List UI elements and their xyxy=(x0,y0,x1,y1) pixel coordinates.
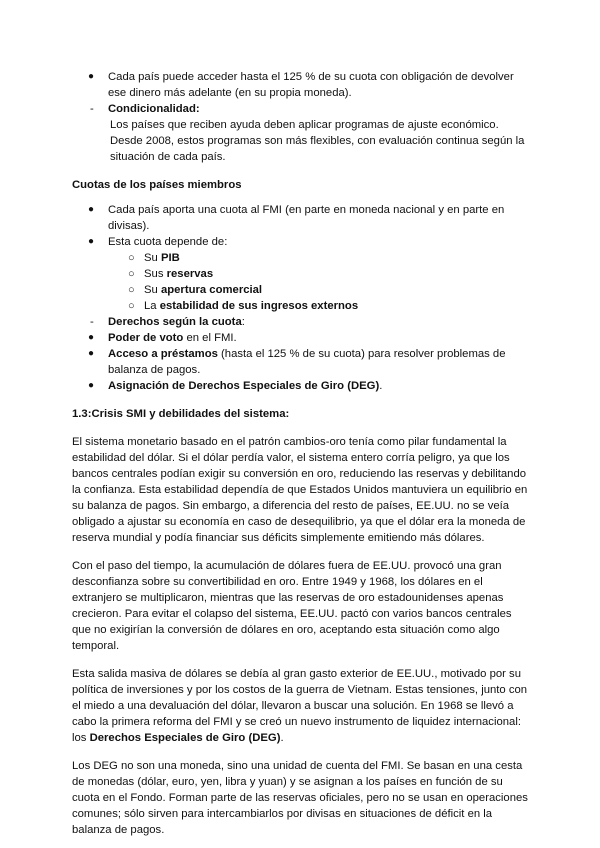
list-item-derechos: - Derechos según la cuota: xyxy=(90,316,245,328)
paragraph: Con el paso del tiempo, la acumulación de dólares fuera de EE.UU. provocó una gran desconfianza sobre su convertibilidad en oro. Entre 1949 y 1968, los dólares en el extranjero se multiplicaron, mientras que las reservas de oro estadounidenses apenas crecieron. Para evitar el colapso del sistema, EE.UU. pactó con varios bancos centrales que no exigirían la conversión de dólares en oro, aceptando esta situación como algo temporal. xyxy=(72,560,512,652)
condicionalidad-label: Condicionalidad: xyxy=(108,103,200,115)
circle-bullet-icon: ○ xyxy=(128,252,135,264)
bullet-icon: ● xyxy=(88,71,95,82)
list-item: ● Poder de voto en el FMI. xyxy=(88,332,237,344)
bullet-icon: ● xyxy=(88,332,95,343)
circle-bullet-icon: ○ xyxy=(128,284,135,296)
bullet-icon: ● xyxy=(88,236,95,247)
sub-list-item: ○ Su apertura comercial xyxy=(128,284,263,296)
list-item: ● Acceso a préstamos (hasta el 125 % de su cuota) para resolver problemas de balanza de pagos. xyxy=(88,348,506,376)
document-page xyxy=(72,69,532,838)
circle-bullet-icon: ○ xyxy=(128,300,135,312)
list-item: ● Cada país puede acceder hasta el 125 % de su cuota con obligación de devolver ese dinero más adelante (en su propia moneda). xyxy=(88,71,514,99)
dash-icon: - xyxy=(90,103,94,115)
section-heading-cuotas: Cuotas de los países miembros xyxy=(72,179,242,191)
paragraph: Los DEG no son una moneda, sino una unidad de cuenta del FMI. Se basan en una cesta de monedas (dólar, euro, yen, libra y yuan) y se asignan a los países en función de su cuota en el Fondo. Forman parte de las reservas oficiales, pero no se usan en operaciones comunes; sólo sirven para intercambiarlos por divisas en situaciones de déficit en la balanza de pagos. xyxy=(72,760,528,836)
bullet-icon: ● xyxy=(88,380,95,391)
paragraph: Esta salida masiva de dólares se debía al gran gasto exterior de EE.UU., motivado por su política de inversiones y por los costos de la guerra de Vietnam. Estas tensiones, junto con el miedo a una devaluación del dólar, llevaron a buscar una solución. En 1968 se llevó a cabo la primera reforma del FMI y se creó un nuevo instrumento de liquidez internacional: los Derechos Especiales de Giro (DEG). xyxy=(72,668,528,744)
dash-icon: - xyxy=(90,316,94,328)
list-item: ● Esta cuota depende de: xyxy=(88,236,228,248)
condicionalidad-text: Los países que reciben ayuda deben aplicar programas de ajuste económico. Desde 2008, estos programas son más flexibles, con evaluación continua según la situación de cada país. xyxy=(110,119,525,163)
list-item: ● Cada país aporta una cuota al FMI (en parte en moneda nacional y en parte en divisas). xyxy=(88,204,505,232)
sub-list-item: ○ Sus reservas xyxy=(128,268,214,280)
list-item: ● Asignación de Derechos Especiales de Giro (DEG). xyxy=(88,380,383,392)
bullet-icon: ● xyxy=(88,204,95,215)
sub-list-item: ○ Su PIB xyxy=(128,252,180,264)
circle-bullet-icon: ○ xyxy=(128,268,135,280)
sub-list-item: ○ La estabilidad de sus ingresos externos xyxy=(128,300,359,312)
paragraph: El sistema monetario basado en el patrón cambios-oro tenía como pilar fundamental la estabilidad del dólar. Si el dólar perdía valor, el sistema entero corría peligro, ya que los bancos centrales podían exigir su conversión en oro, reduciendo las reservas y debilitando la confianza. Esta estabilidad dependía de que Estados Unidos mantuviera un equilibrio en su balanza de pagos. Sin embargo, a diferencia del resto de países, EE.UU. no se veía obligado a ajustar su economía en caso de desequilibrio, ya que el dólar era la moneda de reserva mundial y podía financiar sus déficits simplemente emitiendo más dólares. xyxy=(72,436,528,544)
section-heading-1-3: 1.3:Crisis SMI y debilidades del sistema: xyxy=(72,408,290,420)
bullet-icon: ● xyxy=(88,348,95,359)
list-item-condicionalidad xyxy=(72,101,532,117)
